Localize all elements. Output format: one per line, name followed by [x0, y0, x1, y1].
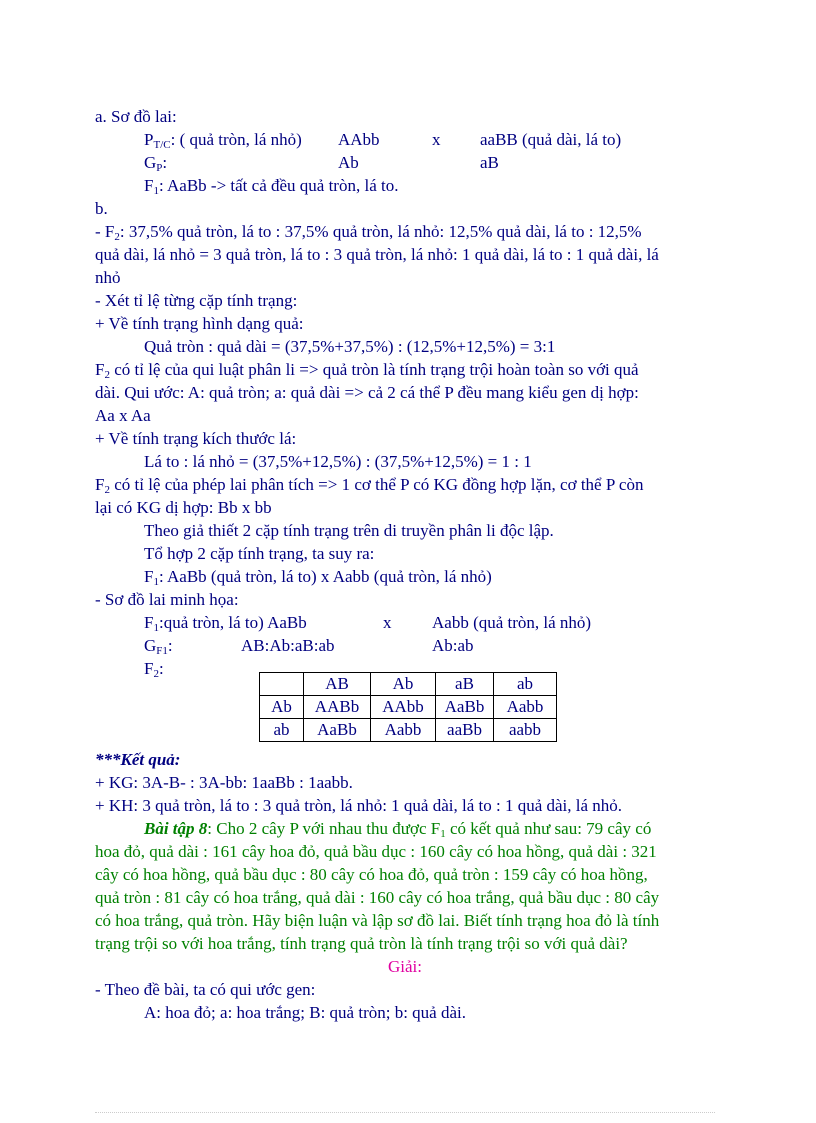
punnett-cell: AAbb [371, 696, 436, 719]
f1-cross-symbol: x [383, 613, 392, 632]
leaf-text-1: có tỉ lệ của phép lai phân tích => 1 cơ thể P có KG đồng hợp lặn, cơ thể P còn [109, 475, 644, 494]
punnett-cell: aaBb [436, 719, 494, 742]
f1-result [144, 176, 398, 196]
gf1-gametes-right: Ab:ab [432, 636, 474, 655]
punnett-header-row [260, 673, 557, 696]
gf1-prefix: G [144, 636, 157, 655]
giai-heading: Giải: [388, 957, 422, 976]
to-hop: Tổ hợp 2 cặp tính trạng, ta suy ra: [144, 544, 375, 563]
xet-ti-le: - Xét tỉ lệ từng cặp tính trạng: [95, 291, 298, 310]
part-b-title: b. [95, 199, 108, 218]
punnett-row-gamete: Ab [260, 696, 304, 719]
theo-gia-thiet: Theo giả thiết 2 cặp tính trạng trên di truyền phân li độc lập. [144, 521, 554, 540]
f1-sub: 1 [153, 185, 159, 197]
p-prefix: P [144, 130, 154, 149]
gp-sub: P [156, 162, 163, 174]
bai-tap-8-sub: 1 [440, 828, 446, 840]
quy-uoc-gen: A: hoa đỏ; a: hoa trắng; B: quả tròn; b: quả dài. [144, 1003, 466, 1022]
punnett-header-cell: aB [436, 673, 494, 696]
gp-colon: : [162, 153, 168, 172]
f2-ratio-line-3: nhỏ [95, 268, 121, 287]
f1b-sub: 1 [153, 576, 159, 588]
gf1-gametes-left: AB:Ab:aB:ab [241, 636, 335, 655]
punnett-row [260, 696, 557, 719]
bai-tap-8-label: Bài tập 8 [144, 819, 208, 838]
bai-tap-8-line-2: hoa đỏ, quả dài : 161 cây hoa đỏ, quả bầu dục : 160 cây có hoa hồng, quả dài : 321 [95, 842, 657, 861]
f2-ratio-line-2: quả dài, lá nhỏ = 3 quả tròn, lá to : 3 quả tròn, lá nhỏ: 1 quả dài, lá to : 1 quả dài, lá [95, 245, 659, 264]
f2-prefix: - F [95, 222, 115, 241]
punnett-row-gamete: ab [260, 719, 304, 742]
f2-label [144, 659, 164, 679]
gp-gamete-1: Ab [338, 153, 359, 172]
punnett-cell: AaBb [436, 696, 494, 719]
punnett-header-cell: Ab [371, 673, 436, 696]
shape-explain-3: Aa x Aa [95, 406, 151, 425]
f1b-prefix: F [144, 567, 154, 586]
part-a-title: a. Sơ đồ lai: [95, 107, 177, 126]
bai-tap-8-line-5: có hoa trắng, quả tròn. Hãy biện luận và lập sơ đồ lai. Biết tính trạng hoa đỏ là tính [95, 911, 660, 930]
p-cross-label [144, 130, 302, 150]
punnett-header-cell: AB [304, 673, 371, 696]
f1b-text: : AaBb (quả tròn, lá to) x Aabb (quả tròn, lá nhỏ) [158, 567, 492, 586]
ve-kich-thuoc: + Về tính trạng kích thước lá: [95, 429, 297, 448]
shape-prefix: F [95, 360, 105, 379]
f1-cross-left [144, 613, 307, 633]
theo-de-bai: - Theo đề bài, ta có qui ước gen: [95, 980, 316, 999]
gf1-label [144, 636, 173, 656]
punnett-cell: Aabb [494, 696, 557, 719]
punnett-cell: AaBb [304, 719, 371, 742]
ket-qua-kg: + KG: 3A-B- : 3A-bb: 1aaBb : 1aabb. [95, 773, 353, 792]
cross-f1-prefix: F [144, 613, 154, 632]
punnett-row [260, 719, 557, 742]
leaf-explain-2: lại có KG dị hợp: Bb x bb [95, 498, 272, 517]
gp-label [144, 153, 167, 173]
f2-label-prefix: F [144, 659, 154, 678]
punnett-square [259, 672, 557, 742]
ket-qua-title: ***Kết quả: [95, 750, 181, 769]
cross-f1-sub: 1 [153, 622, 159, 634]
f2-sub: 2 [114, 231, 120, 243]
p-cross-symbol: x [432, 130, 441, 149]
cross-f1-text: :quả tròn, lá to) AaBb [158, 613, 307, 632]
ket-qua-kh: + KH: 3 quả tròn, lá to : 3 quả tròn, lá nhỏ: 1 quả dài, lá to : 1 quả dài, lá nhỏ. [95, 796, 623, 815]
f1-genotypes [144, 567, 492, 587]
f1-cross-right: Aabb (quả tròn, lá nhỏ) [432, 613, 592, 632]
leaf-explain-1 [95, 475, 643, 495]
f1-prefix: F [144, 176, 154, 195]
gp-prefix: G [144, 153, 157, 172]
bai-tap-8-line-3: cây có hoa hồng, quả bầu dục : 80 cây có hoa đỏ, quả tròn : 159 cây có hoa hồng, [95, 865, 648, 884]
gf1-colon: : [167, 636, 173, 655]
so-do-lai-minh-hoa: - Sơ đồ lai minh họa: [95, 590, 239, 609]
bai-tap-8-text-1b: có kết quả như sau: 79 cây có [445, 819, 652, 838]
bai-tap-8-line-1 [144, 819, 651, 839]
f2-label-colon: : [158, 659, 164, 678]
punnett-header-cell: ab [494, 673, 557, 696]
f2-text-1: : 37,5% quả tròn, lá to : 37,5% quả tròn, lá nhỏ: 12,5% quả dài, lá to : 12,5% [119, 222, 642, 241]
shape-explain-2: dài. Qui ước: A: quả tròn; a: quả dài => cả 2 cá thể P đều mang kiểu gen dị hợp: [95, 383, 639, 402]
shape-text-1: có tỉ lệ của qui luật phân li => quả tròn là tính trạng trội hoàn toàn so với quả [109, 360, 639, 379]
f2-label-sub: 2 [153, 668, 159, 680]
f1-text: : AaBb -> tất cả đều quả tròn, lá to. [158, 176, 399, 195]
f2-ratio-line-1 [95, 222, 642, 242]
shape-sub: 2 [104, 369, 110, 381]
gp-gamete-2: aB [480, 153, 499, 172]
punnett-cell: Aabb [371, 719, 436, 742]
page-footer-rule [95, 1112, 715, 1113]
p-genotype-2: aaBB (quả dài, lá to) [480, 130, 622, 149]
p-phenotype: : ( quả tròn, lá nhỏ) [170, 130, 302, 149]
p-genotype-1: AAbb [338, 130, 380, 149]
leaf-ratio: Lá to : lá nhỏ = (37,5%+12,5%) : (37,5%+12,5%) = 1 : 1 [144, 452, 532, 471]
gf1-sub: F1 [156, 645, 168, 657]
p-sub: T/C [153, 139, 171, 151]
punnett-cell: aabb [494, 719, 557, 742]
leaf-sub: 2 [104, 484, 110, 496]
bai-tap-8-line-4: quả tròn : 81 cây có hoa trắng, quả dài : 160 cây có hoa trắng, quả bầu dục : 80 cây [95, 888, 660, 907]
shape-ratio: Quả tròn : quả dài = (37,5%+37,5%) : (12,5%+12,5%) = 3:1 [144, 337, 556, 356]
punnett-header-cell [260, 673, 304, 696]
shape-explain-1 [95, 360, 639, 380]
bai-tap-8-line-6: trạng trội so với hoa trắng, tính trạng quả tròn là tính trạng trội so với quả dài? [95, 934, 628, 953]
leaf-prefix: F [95, 475, 105, 494]
punnett-cell: AABb [304, 696, 371, 719]
bai-tap-8-text-1a: : Cho 2 cây P với nhau thu được F [207, 819, 441, 838]
ve-hinh-dang: + Về tính trạng hình dạng quả: [95, 314, 304, 333]
